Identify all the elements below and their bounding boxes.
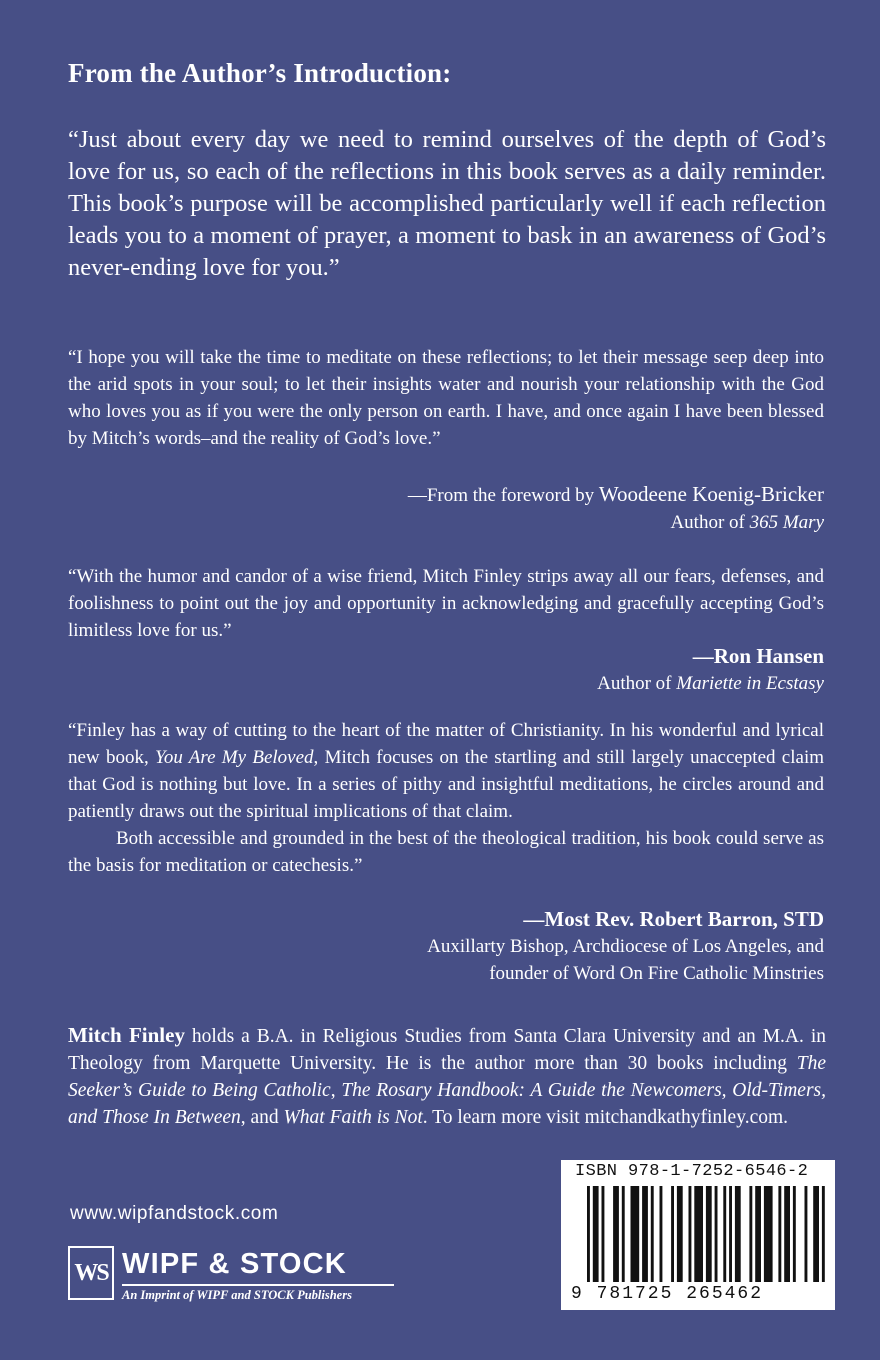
publisher-rule: [122, 1284, 394, 1286]
endorsement-3-attribution: [427, 906, 824, 987]
barcode-bar: [677, 1186, 683, 1282]
barcode-bar: [723, 1186, 726, 1282]
endorsement-2-attribution: [597, 643, 824, 697]
endorsement-3-text-before: “Finley has a way of cutting to the heart of the matter of Christianity. In his wonderful and lyrical new book,: [68, 720, 824, 768]
endorsement-3-text-after: , Mitch focuses on the startling and still largely unaccepted claim that God is nothing but love. In a series of pithy and insightful meditations, he circles around and patiently draws out the spiritual implications of that claim.: [68, 747, 825, 822]
bio-text-1: holds a B.A. in Religious Studies from Santa Clara University and an M.A. in Theology from Marquette University. He is the author more than 30 books including: [68, 1026, 826, 1074]
barcode-bar: [715, 1186, 718, 1282]
endorsement-2-text: “With the humor and candor of a wise friend, Mitch Finley strips away all our fears, defenses, and foolishness to point out the joy and opportunity in acknowledging and gracefully accepting God’s limitless love for us.”: [68, 566, 824, 641]
bio-sep-1: ,: [330, 1080, 342, 1101]
barcode-bar: [689, 1186, 692, 1282]
barcode-bar: [764, 1186, 773, 1282]
bio-name: Mitch Finley: [68, 1023, 185, 1047]
barcode-digits: 9 781725 265462: [571, 1284, 764, 1304]
publisher-website: www.wipfandstock.com: [70, 1203, 279, 1224]
ws-logo-mark: WS: [68, 1246, 114, 1300]
endorsement-2-name: —Ron Hansen: [692, 644, 824, 668]
barcode-bar: [755, 1186, 761, 1282]
endorsement-1-text: “I hope you will take the time to meditate on these reflections; to let their message seep deep into the arid spots in your soul; to let their insights water and nourish your relationship with the God who loves you as if you were the only person on earth. I have, and once again I have been blessed by Mitch’s words–and the reality of God’s love.”: [68, 347, 824, 449]
barcode-bar: [671, 1186, 674, 1282]
endorsement-2-role-prefix: Author of: [597, 673, 672, 694]
endorsement-3-paragraph-2: Both accessible and grounded in the best of the theological tradition, his book could serve as the basis for meditation or catechesis.”: [68, 828, 824, 876]
endorsement-3-name: —Most Rev. Robert Barron, STD: [523, 907, 824, 931]
endorsement-3-role-line-1: Auxillarty Bishop, Archdiocese of Los Angeles, and: [427, 936, 824, 957]
publisher-imprint: An Imprint of WIPF and STOCK Publishers: [122, 1288, 352, 1302]
barcode-bar: [602, 1186, 605, 1282]
bio-title-2: The Rosary Handbook: A Guide the Newcomers, Old-Timers, and Those In Between: [68, 1080, 826, 1128]
endorsement-3-text: [68, 717, 824, 879]
barcode-bar: [749, 1186, 752, 1282]
barcode-bar: [784, 1186, 790, 1282]
bio-text-2: . To learn more visit mitchandkathyfinley.com.: [422, 1107, 789, 1128]
barcode-bar: [735, 1186, 741, 1282]
author-bio: [68, 1022, 826, 1131]
publisher-name: WIPF & STOCK: [122, 1248, 347, 1280]
barcode-bar: [631, 1186, 640, 1282]
endorsement-2-role-title: Mariette in Ecstasy: [676, 673, 824, 694]
barcode-bar: [729, 1186, 732, 1282]
barcode-bar: [613, 1186, 619, 1282]
intro-heading: From the Author’s Introduction:: [68, 58, 452, 88]
barcode-bar: [778, 1186, 781, 1282]
barcode-bar: [642, 1186, 648, 1282]
barcode-bar: [813, 1186, 819, 1282]
endorsement-1-prefix: —From the foreword by: [407, 485, 595, 506]
isbn-label: ISBN 978-1-7252-6546-2: [575, 1162, 809, 1181]
endorsement-3-book-title: You Are My Beloved: [155, 747, 314, 768]
bio-sep-2: , and: [240, 1107, 284, 1128]
endorsement-1-role-title: 365 Mary: [749, 512, 824, 533]
barcode-bar: [622, 1186, 625, 1282]
endorsement-1-role-prefix: Author of: [670, 512, 745, 533]
barcode-bar: [822, 1186, 825, 1282]
endorsement-1-name: Woodeene Koenig-Bricker: [598, 482, 824, 506]
barcode-bar: [587, 1186, 590, 1282]
barcode-bar: [805, 1186, 808, 1282]
publisher-logo: [68, 1246, 408, 1306]
barcode-bar: [694, 1186, 703, 1282]
endorsement-3-role-line-2: founder of Word On Fire Catholic Minstries: [489, 963, 824, 984]
barcode-bar: [660, 1186, 663, 1282]
barcode-bar: [651, 1186, 654, 1282]
barcode-bar: [793, 1186, 796, 1282]
intro-quote: “Just about every day we need to remind ourselves of the depth of God’s love for us, so each of the reflections in this book serves as a daily reminder. This book’s purpose will be accomplished particularly well if each reflection leads you to a moment of prayer, a moment to bask in an awareness of God’s never-ending love for you.”: [68, 126, 826, 281]
isbn-barcode: [561, 1160, 835, 1310]
endorsement-1-attribution: [408, 481, 824, 536]
barcode-bar: [593, 1186, 599, 1282]
bio-title-1: The Seeker’s Guide to Being Catholic: [68, 1053, 826, 1101]
barcode-bar: [706, 1186, 712, 1282]
bio-title-3: What Faith is Not: [283, 1107, 423, 1128]
